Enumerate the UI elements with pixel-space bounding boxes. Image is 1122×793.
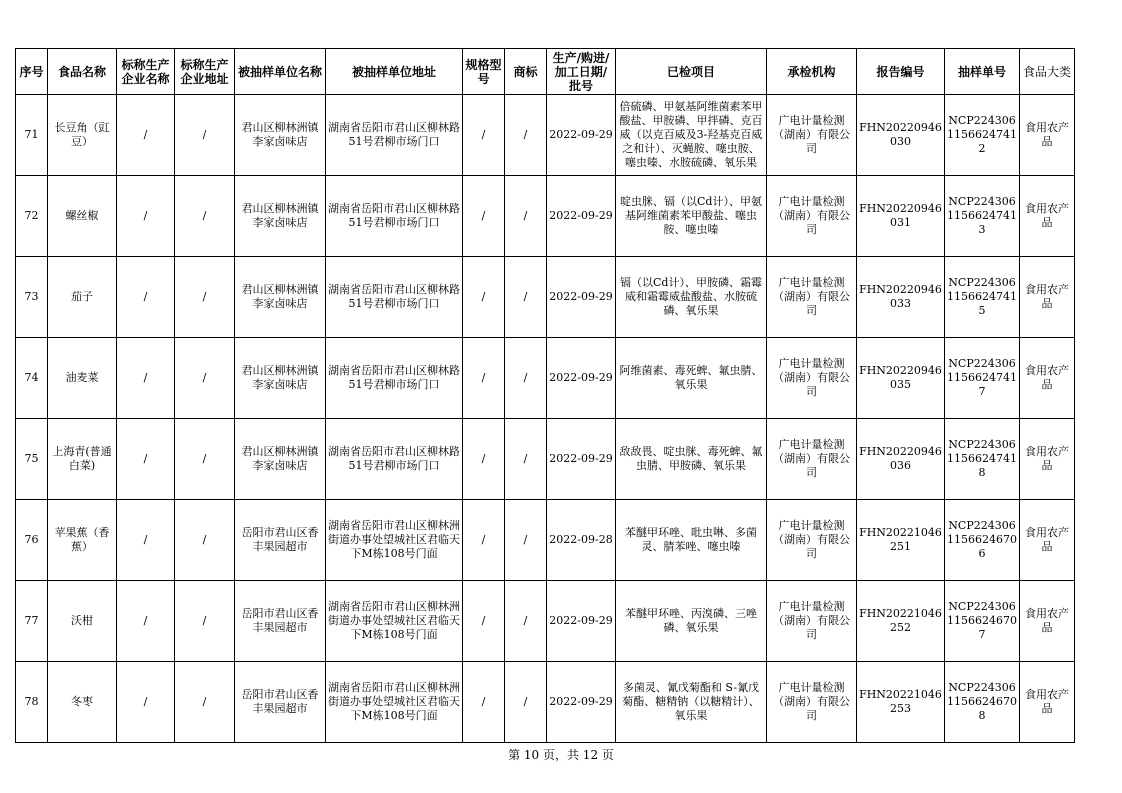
cell-spec: /: [463, 419, 505, 500]
header-brand: 商标: [505, 49, 547, 95]
cell-lab: 广电计量检测（湖南）有限公司: [767, 338, 857, 419]
cell-category: 食用农产品: [1020, 95, 1075, 176]
header-date: 生产/购进/加工日期/批号: [547, 49, 616, 95]
cell-brand: /: [505, 419, 547, 500]
table-body: [16, 95, 1075, 743]
cell-report: FHN20220946030: [857, 95, 945, 176]
cell-mfr-name: /: [117, 176, 175, 257]
header-lab: 承检机构: [767, 49, 857, 95]
cell-sample-no: NCP22430611566247412: [945, 95, 1020, 176]
cell-sampled-unit: 君山区柳林洲镇李家卤味店: [235, 257, 326, 338]
cell-mfr-name: /: [117, 257, 175, 338]
cell-items: 苯醚甲环唑、丙溴磷、三唑磷、氧乐果: [616, 581, 767, 662]
cell-date: 2022-09-28: [547, 500, 616, 581]
cell-seq: 78: [16, 662, 48, 743]
inspection-table: [15, 48, 1075, 743]
cell-food-name: 沃柑: [48, 581, 117, 662]
cell-seq: 76: [16, 500, 48, 581]
cell-report: FHN20221046253: [857, 662, 945, 743]
table-row: [16, 176, 1075, 257]
cell-sampled-unit: 君山区柳林洲镇李家卤味店: [235, 419, 326, 500]
cell-sampled-addr: 湖南省岳阳市君山区柳林洲街道办事处望城社区君临天下M栋108号门面: [326, 500, 463, 581]
cell-mfr-addr: /: [175, 662, 235, 743]
header-mfr-name: 标称生产企业名称: [117, 49, 175, 95]
cell-brand: /: [505, 662, 547, 743]
cell-sample-no: NCP22430611566246707: [945, 581, 1020, 662]
header-seq: 序号: [16, 49, 48, 95]
cell-mfr-name: /: [117, 500, 175, 581]
cell-food-name: 长豆角（豇豆）: [48, 95, 117, 176]
cell-lab: 广电计量检测（湖南）有限公司: [767, 257, 857, 338]
cell-items: 啶虫脒、镉（以Cd计）、甲氨基阿维菌素苯甲酸盐、噻虫胺、噻虫嗪: [616, 176, 767, 257]
cell-sample-no: NCP22430611566246708: [945, 662, 1020, 743]
cell-seq: 77: [16, 581, 48, 662]
table-row: [16, 95, 1075, 176]
cell-date: 2022-09-29: [547, 662, 616, 743]
cell-sampled-addr: 湖南省岳阳市君山区柳林洲街道办事处望城社区君临天下M栋108号门面: [326, 662, 463, 743]
cell-items: 阿维菌素、毒死蜱、氟虫腈、氧乐果: [616, 338, 767, 419]
cell-sampled-addr: 湖南省岳阳市君山区柳林路51号君柳市场门口: [326, 95, 463, 176]
cell-brand: /: [505, 257, 547, 338]
cell-mfr-addr: /: [175, 581, 235, 662]
header-sample-no: 抽样单号: [945, 49, 1020, 95]
cell-date: 2022-09-29: [547, 95, 616, 176]
cell-spec: /: [463, 257, 505, 338]
cell-sampled-unit: 君山区柳林洲镇李家卤味店: [235, 338, 326, 419]
cell-date: 2022-09-29: [547, 257, 616, 338]
cell-category: 食用农产品: [1020, 338, 1075, 419]
cell-mfr-addr: /: [175, 257, 235, 338]
cell-brand: /: [505, 500, 547, 581]
cell-mfr-addr: /: [175, 500, 235, 581]
cell-items: 苯醚甲环唑、吡虫啉、多菌灵、腈苯唑、噻虫嗪: [616, 500, 767, 581]
header-row: [16, 49, 1075, 95]
cell-food-name: 螺丝椒: [48, 176, 117, 257]
cell-report: FHN20220946035: [857, 338, 945, 419]
cell-date: 2022-09-29: [547, 581, 616, 662]
cell-sample-no: NCP22430611566247415: [945, 257, 1020, 338]
cell-spec: /: [463, 581, 505, 662]
cell-mfr-name: /: [117, 662, 175, 743]
cell-sample-no: NCP22430611566246706: [945, 500, 1020, 581]
cell-category: 食用农产品: [1020, 419, 1075, 500]
cell-date: 2022-09-29: [547, 176, 616, 257]
cell-lab: 广电计量检测（湖南）有限公司: [767, 662, 857, 743]
header-mfr-addr: 标称生产企业地址: [175, 49, 235, 95]
cell-food-name: 油麦菜: [48, 338, 117, 419]
cell-mfr-name: /: [117, 338, 175, 419]
cell-report: FHN20220946033: [857, 257, 945, 338]
cell-mfr-addr: /: [175, 95, 235, 176]
cell-report: FHN20220946031: [857, 176, 945, 257]
cell-seq: 72: [16, 176, 48, 257]
cell-lab: 广电计量检测（湖南）有限公司: [767, 95, 857, 176]
cell-seq: 75: [16, 419, 48, 500]
cell-food-name: 冬枣: [48, 662, 117, 743]
cell-report: FHN20221046252: [857, 581, 945, 662]
table-row: [16, 662, 1075, 743]
header-sampled-addr: 被抽样单位地址: [326, 49, 463, 95]
cell-sampled-addr: 湖南省岳阳市君山区柳林路51号君柳市场门口: [326, 176, 463, 257]
cell-spec: /: [463, 95, 505, 176]
header-category: 食品大类: [1020, 49, 1075, 95]
cell-food-name: 上海青(普通白菜): [48, 419, 117, 500]
cell-sampled-unit: 岳阳市君山区香丰果园超市: [235, 581, 326, 662]
cell-sampled-unit: 君山区柳林洲镇李家卤味店: [235, 95, 326, 176]
cell-spec: /: [463, 176, 505, 257]
cell-seq: 71: [16, 95, 48, 176]
cell-sampled-addr: 湖南省岳阳市君山区柳林路51号君柳市场门口: [326, 419, 463, 500]
cell-sample-no: NCP22430611566247413: [945, 176, 1020, 257]
cell-lab: 广电计量检测（湖南）有限公司: [767, 419, 857, 500]
cell-items: 镉（以Cd计）、甲胺磷、霜霉威和霜霉威盐酸盐、水胺硫磷、氧乐果: [616, 257, 767, 338]
cell-spec: /: [463, 500, 505, 581]
cell-lab: 广电计量检测（湖南）有限公司: [767, 176, 857, 257]
header-report: 报告编号: [857, 49, 945, 95]
cell-seq: 73: [16, 257, 48, 338]
cell-report: FHN20220946036: [857, 419, 945, 500]
cell-sampled-unit: 岳阳市君山区香丰果园超市: [235, 500, 326, 581]
cell-spec: /: [463, 662, 505, 743]
page-footer: 第 10 页，共 12 页: [508, 748, 614, 762]
cell-sampled-addr: 湖南省岳阳市君山区柳林路51号君柳市场门口: [326, 257, 463, 338]
table-header: [16, 49, 1075, 95]
cell-sampled-addr: 湖南省岳阳市君山区柳林洲街道办事处望城社区君临天下M栋108号门面: [326, 581, 463, 662]
cell-brand: /: [505, 338, 547, 419]
cell-mfr-addr: /: [175, 176, 235, 257]
cell-brand: /: [505, 176, 547, 257]
cell-mfr-name: /: [117, 95, 175, 176]
table-row: [16, 257, 1075, 338]
table-row: [16, 581, 1075, 662]
cell-seq: 74: [16, 338, 48, 419]
cell-mfr-addr: /: [175, 338, 235, 419]
cell-category: 食用农产品: [1020, 662, 1075, 743]
cell-mfr-name: /: [117, 419, 175, 500]
cell-spec: /: [463, 338, 505, 419]
cell-category: 食用农产品: [1020, 176, 1075, 257]
cell-food-name: 茄子: [48, 257, 117, 338]
cell-items: 倍硫磷、甲氨基阿维菌素苯甲酸盐、甲胺磷、甲拌磷、克百威（以克百威及3-羟基克百威之和计）、灭蝇胺、噻虫胺、噻虫嗪、水胺硫磷、氧乐果: [616, 95, 767, 176]
cell-food-name: 苹果蕉（香蕉）: [48, 500, 117, 581]
table-row: [16, 500, 1075, 581]
header-spec: 规格型号: [463, 49, 505, 95]
header-items: 已检项目: [616, 49, 767, 95]
cell-lab: 广电计量检测（湖南）有限公司: [767, 500, 857, 581]
cell-sampled-unit: 岳阳市君山区香丰果园超市: [235, 662, 326, 743]
cell-category: 食用农产品: [1020, 500, 1075, 581]
cell-sampled-addr: 湖南省岳阳市君山区柳林路51号君柳市场门口: [326, 338, 463, 419]
cell-items: 多菌灵、氰戊菊酯和 S-氰戊菊酯、糖精钠（以糖精计）、氧乐果: [616, 662, 767, 743]
cell-mfr-name: /: [117, 581, 175, 662]
cell-report: FHN20221046251: [857, 500, 945, 581]
header-food-name: 食品名称: [48, 49, 117, 95]
cell-category: 食用农产品: [1020, 581, 1075, 662]
cell-date: 2022-09-29: [547, 338, 616, 419]
cell-items: 敌敌畏、啶虫脒、毒死蜱、氟虫腈、甲胺磷、氧乐果: [616, 419, 767, 500]
table-row: [16, 419, 1075, 500]
cell-sampled-unit: 君山区柳林洲镇李家卤味店: [235, 176, 326, 257]
cell-category: 食用农产品: [1020, 257, 1075, 338]
cell-mfr-addr: /: [175, 419, 235, 500]
table-row: [16, 338, 1075, 419]
header-sampled-unit: 被抽样单位名称: [235, 49, 326, 95]
cell-date: 2022-09-29: [547, 419, 616, 500]
cell-lab: 广电计量检测（湖南）有限公司: [767, 581, 857, 662]
cell-sample-no: NCP22430611566247418: [945, 419, 1020, 500]
cell-brand: /: [505, 581, 547, 662]
cell-brand: /: [505, 95, 547, 176]
cell-sample-no: NCP22430611566247417: [945, 338, 1020, 419]
